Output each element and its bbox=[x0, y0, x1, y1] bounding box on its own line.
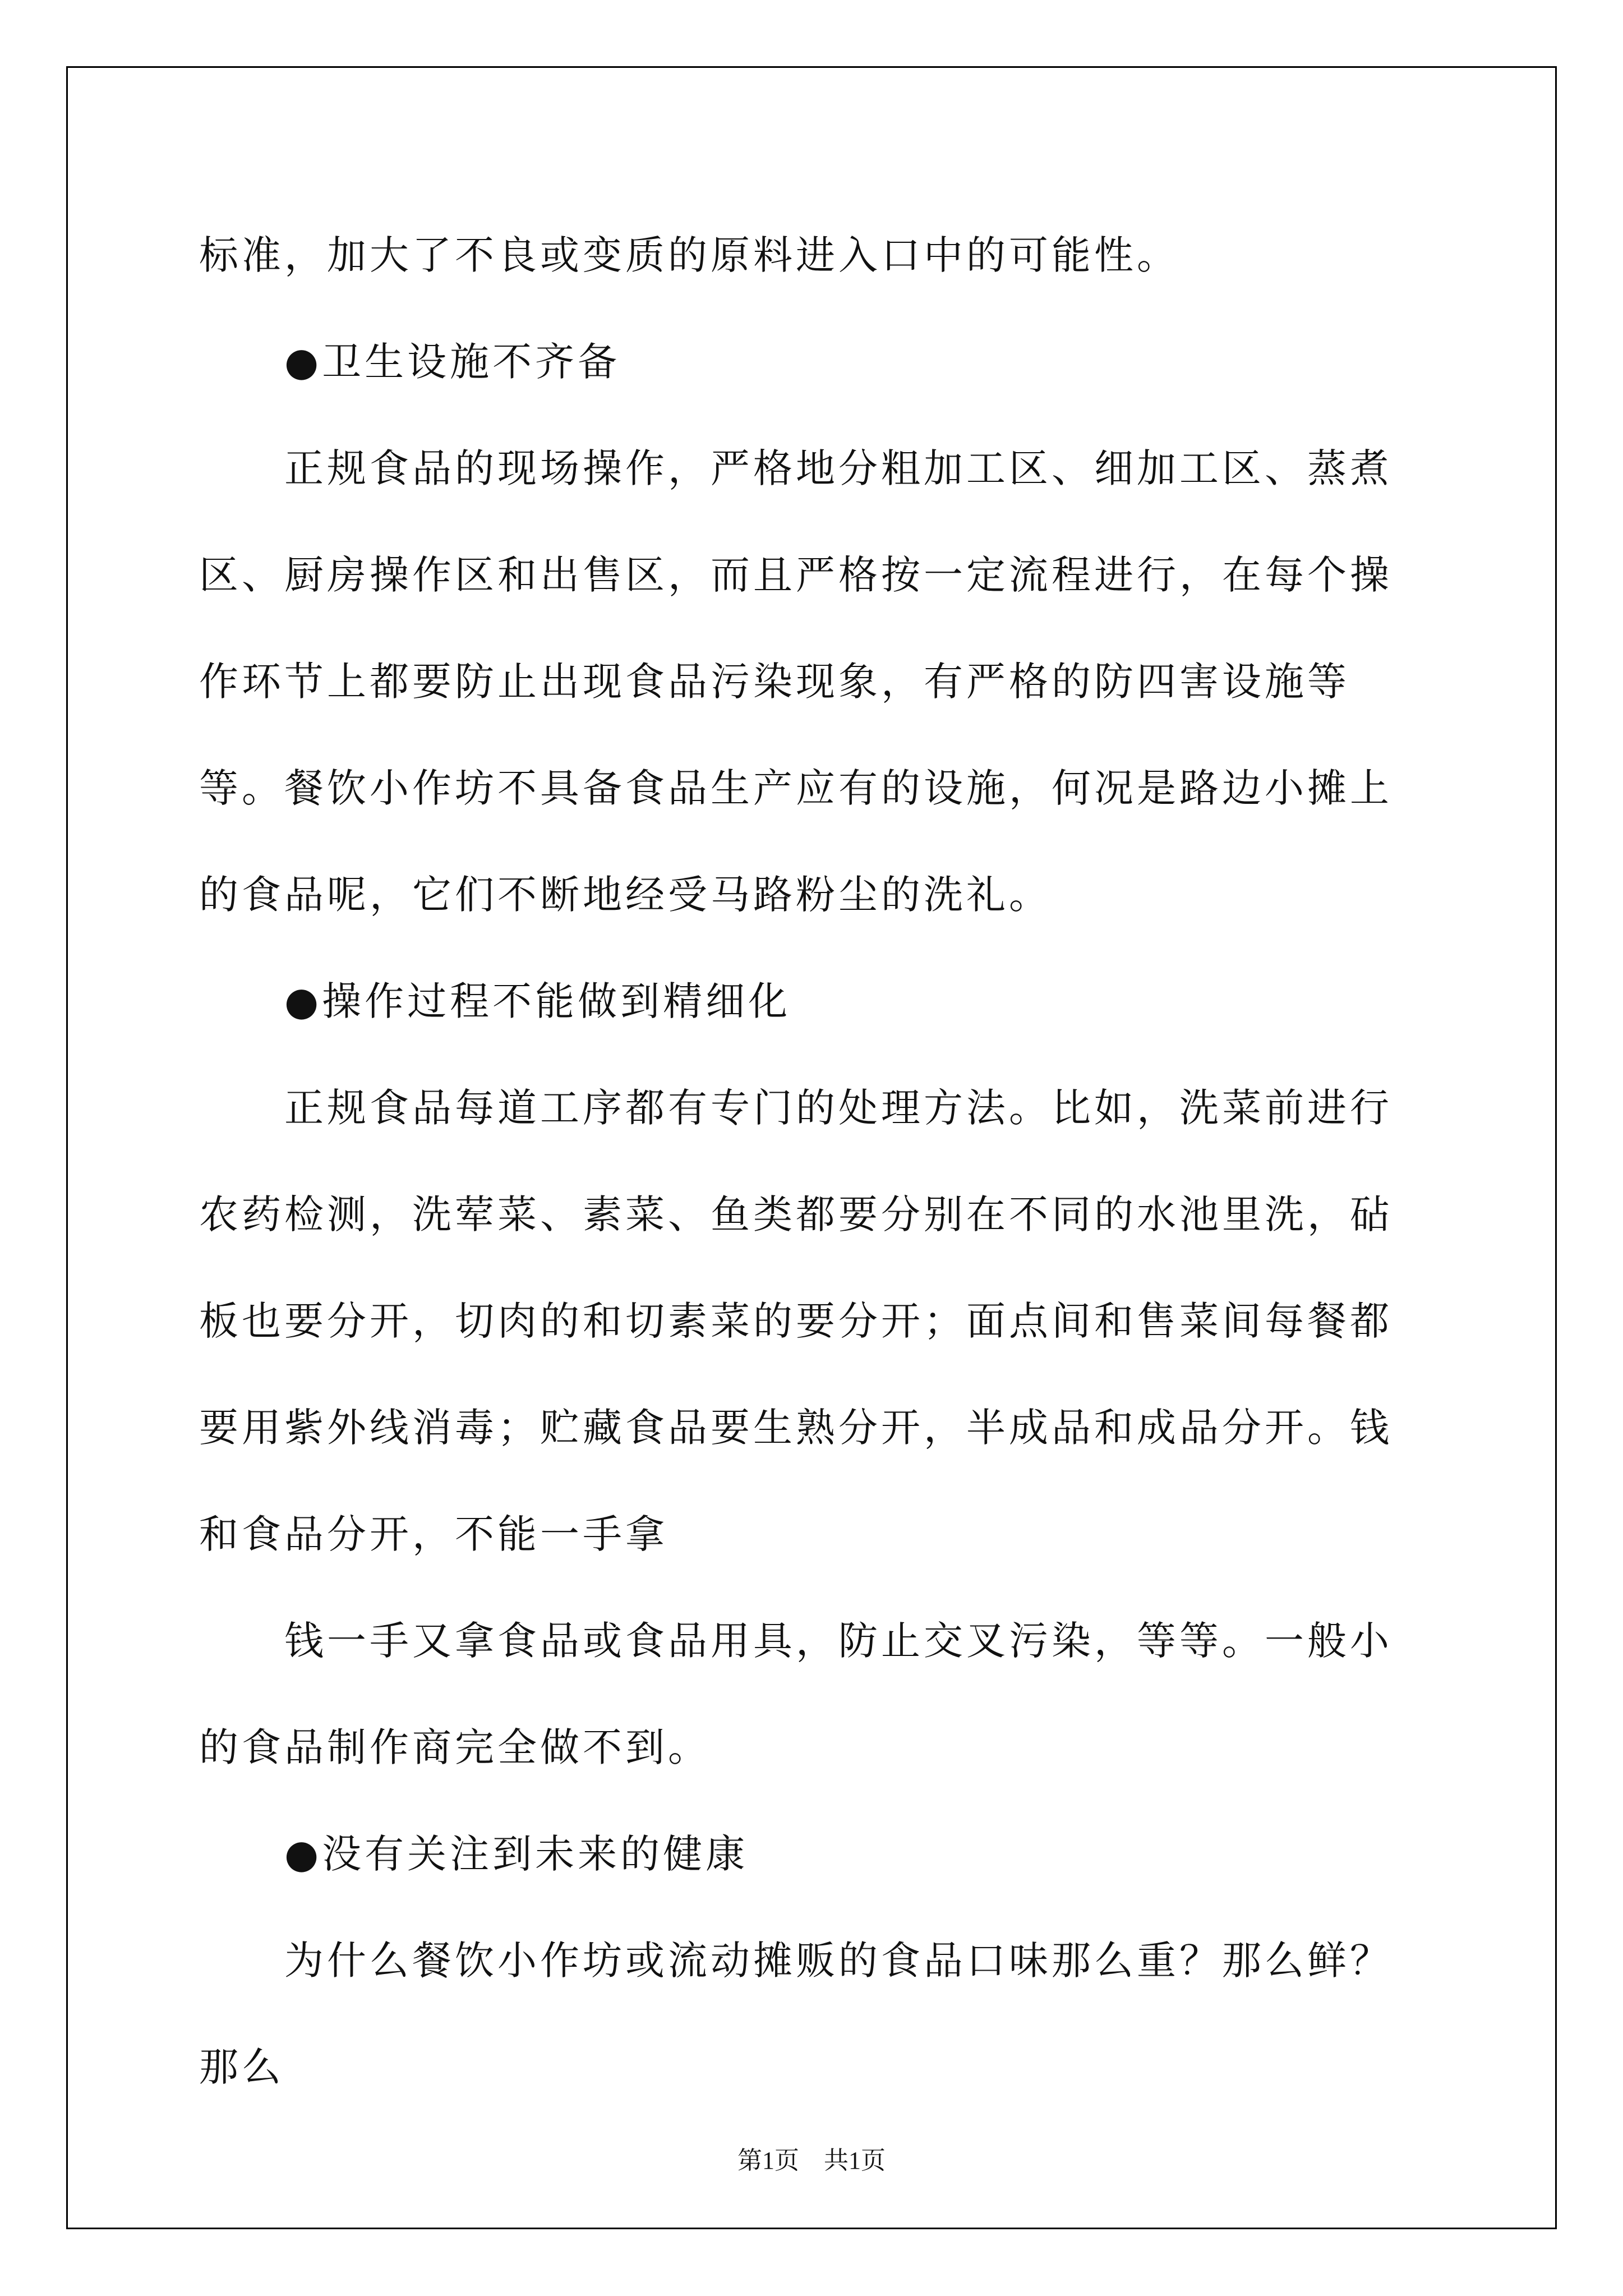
paragraph-cross-contamination: 钱一手又拿食品或食品用具，防止交叉污染，等等。一般小的食品制作商完全做不到。 bbox=[199, 1618, 1393, 1770]
heading-sanitation-facilities: ●卫生设施不齐备 bbox=[199, 339, 621, 385]
paragraph-site-operation: 正规食品的现场操作，严格地分粗加工区、细加工区、蒸煮区、厨房操作区和出售区，而且严格按一定流程进行，在每个操作环节上都要防止出现食品污染现象，有严格的防四害设施等等。餐饮小作坊不具备食品生产应有的设施，何况是路边小摊上的食品呢，它们不断地经受马路粉尘的洗礼。 bbox=[199, 445, 1393, 918]
heading-future-health: ●没有关注到未来的健康 bbox=[199, 1831, 749, 1877]
paragraph-continuation: 标准，加大了不良或变质的原料进入口中的可能性。 bbox=[199, 232, 1179, 278]
document-body bbox=[199, 202, 1433, 2120]
paragraph-processing-methods: 正规食品每道工序都有专门的处理方法。比如，洗菜前进行农药检测，洗荤菜、素菜、鱼类都要分别在不同的水池里洗，砧板也要分开，切肉的和切素菜的要分开；面点间和售菜间每餐都要用紫外线消毒；贮藏食品要生熟分开，半成品和成品分开。钱和食品分开，不能一手拿 bbox=[199, 1085, 1393, 1557]
heading-operation-process: ●操作过程不能做到精细化 bbox=[199, 978, 791, 1024]
paragraph-taste-question: 为什么餐饮小作坊或流动摊贩的食品口味那么重？那么鲜？那么 bbox=[199, 1938, 1393, 2090]
page-footer: 第1页 共1页 bbox=[737, 2147, 886, 2174]
